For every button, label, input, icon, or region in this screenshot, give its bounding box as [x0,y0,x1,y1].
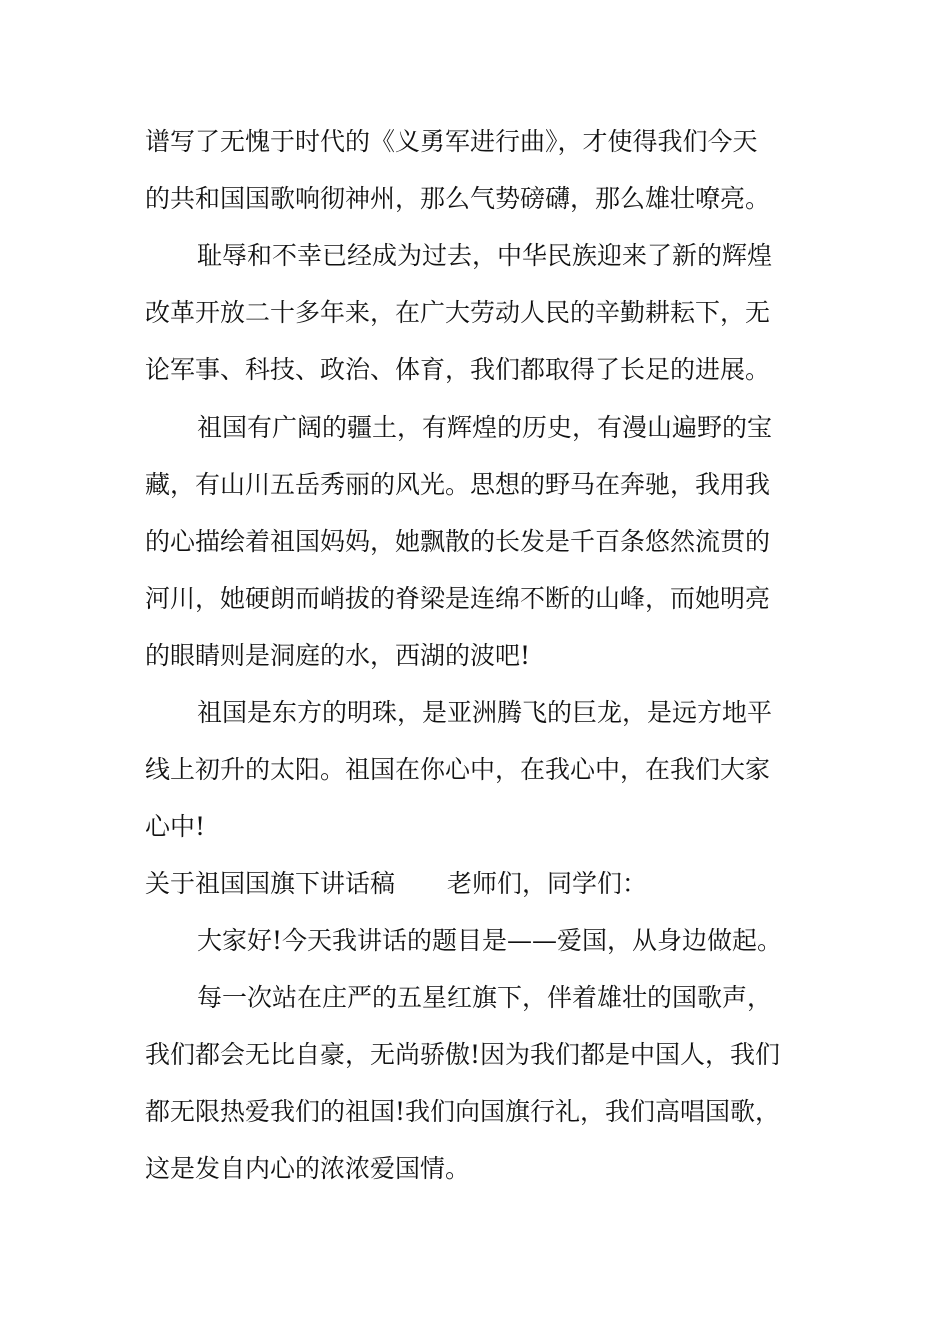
paragraph-line: 耻辱和不幸已经成为过去，中华民族迎来了新的辉煌 [197,241,773,270]
speech-title: 关于祖国国旗下讲话稿 [145,869,396,898]
paragraph-line: 每一次站在庄严的五星红旗下，伴着雄壮的国歌声， [197,983,773,1012]
paragraph-line: 大家好!今天我讲话的题目是——爱国，从身边做起。 [197,926,783,955]
paragraph-line: 线上初升的太阳。祖国在你心中，在我心中，在我们大家 [145,755,771,784]
speech-heading [145,864,815,904]
paragraph-line: 心中! [145,812,206,841]
paragraph-line: 河川，她硬朗而峭拔的脊梁是连绵不断的山峰，而她明亮 [145,584,771,613]
speech-salutation: 老师们，同学们： [447,869,648,898]
paragraph-line: 改革开放二十多年来，在广大劳动人民的辛勤耕耘下，无 [145,298,771,327]
paragraph-line: 藏，有山川五岳秀丽的风光。思想的野马在奔驰，我用我 [145,470,771,499]
paragraph-line: 论军事、科技、政治、体育，我们都取得了长足的进展。 [145,355,771,384]
paragraph-line: 的心描绘着祖国妈妈，她飘散的长发是千百条悠然流贯的 [145,527,771,556]
paragraph-line: 都无限热爱我们的祖国!我们向国旗行礼，我们高唱国歌， [145,1097,781,1126]
paragraph-line: 祖国是东方的明珠，是亚洲腾飞的巨龙，是远方地平 [197,698,773,727]
paragraph-line: 的眼睛则是洞庭的水，西湖的波吧! [145,641,531,670]
paragraph-line: 谱写了无愧于时代的《义勇军进行曲》，才使得我们今天 [145,127,758,156]
paragraph-line: 我们都会无比自豪，无尚骄傲!因为我们都是中国人，我们 [145,1040,781,1069]
paragraph-line: 祖国有广阔的疆土，有辉煌的历史，有漫山遍野的宝 [197,413,773,442]
paragraph-line: 的共和国国歌响彻神州，那么气势磅礴，那么雄壮嘹亮。 [145,184,771,213]
paragraph-line: 这是发自内心的浓浓爱国情。 [145,1154,471,1183]
